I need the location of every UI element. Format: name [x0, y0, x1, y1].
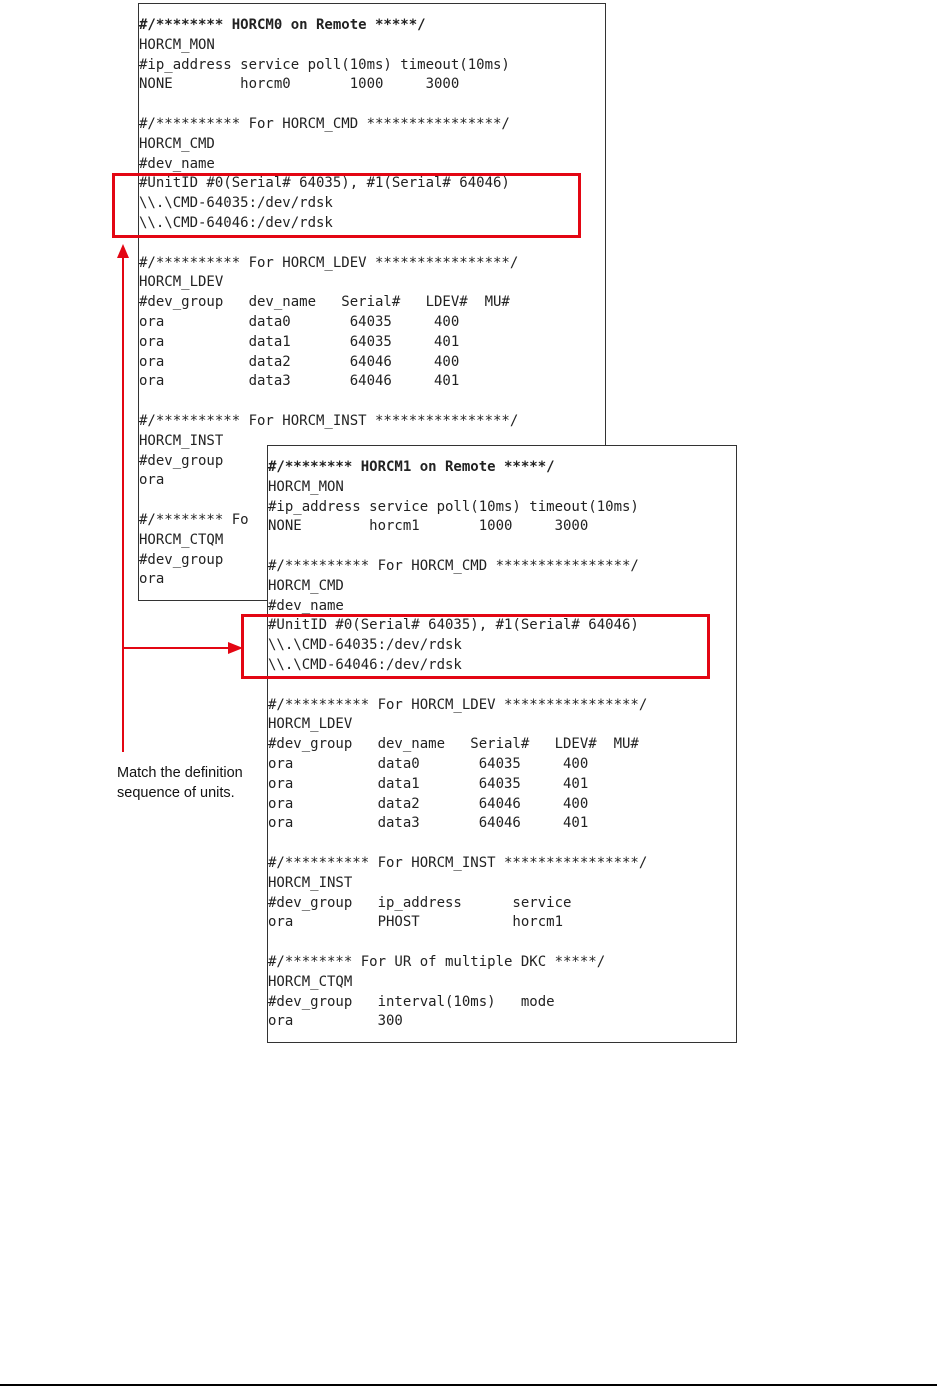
horcm0-config-line: HORCM_MON	[139, 36, 215, 53]
annotation-line-1: Match the definition	[117, 765, 243, 781]
horcm0-config-line: #ip_address service poll(10ms) timeout(10ms)	[139, 56, 510, 73]
arrowhead-up-icon	[117, 244, 129, 258]
footer-divider	[0, 1384, 937, 1386]
horcm1-config-line: ora data3 64046 401	[268, 815, 589, 832]
horcm0-config-line: #/********** For HORCM_LDEV ****************/	[139, 254, 519, 271]
horcm0-config-line: ora data1 64035 401	[139, 333, 460, 350]
horcm0-config-line: #dev_group	[139, 551, 224, 568]
horcm0-config-line: #dev_name	[139, 155, 215, 172]
horcm0-cmd-highlight-box	[112, 173, 581, 238]
horcm0-config-line: #/********** For HORCM_INST ****************/	[139, 412, 519, 429]
horcm0-config-line: HORCM_CTQM	[139, 531, 224, 548]
horcm1-config-line: #/******** HORCM1 on Remote *****/	[268, 459, 555, 475]
horcm1-config-line	[268, 933, 736, 953]
horcm1-config-line: ora PHOST horcm1	[268, 914, 564, 931]
horcm1-config-line: ora data2 64046 400	[268, 795, 589, 812]
horcm0-config-line: HORCM_INST	[139, 432, 224, 449]
horcm0-config-line: HORCM_CMD	[139, 135, 215, 152]
horcm1-config-line: ora data1 64035 401	[268, 775, 589, 792]
horcm1-config-line: NONE horcm1 1000 3000	[268, 518, 589, 535]
horcm1-config-line: #dev_group ip_address service	[268, 894, 572, 911]
horcm1-config-line: \\.\CMD-64035:/dev/rdsk	[268, 637, 462, 654]
horcm1-config-line: #dev_group dev_name Serial# LDEV# MU#	[268, 736, 639, 753]
horcm1-config-line	[268, 834, 736, 854]
horcm0-config-line: #dev_group	[139, 452, 224, 469]
horcm0-config-line: ora data2 64046 400	[139, 353, 460, 370]
horcm0-config-line: ora	[139, 472, 165, 489]
annotation-line-2: sequence of units.	[117, 785, 235, 801]
horcm1-config-line: \\.\CMD-64046:/dev/rdsk	[268, 656, 462, 673]
horcm0-config-line: \\.\CMD-64035:/dev/rdsk	[139, 195, 333, 212]
horcm1-config-panel	[267, 445, 737, 1043]
horcm0-config-line: #/********** For HORCM_CMD ****************/	[139, 115, 510, 132]
horcm1-config-line: HORCM_CTQM	[268, 973, 353, 990]
horcm1-cmd-highlight-box	[241, 614, 710, 679]
horcm1-config-line: #UnitID #0(Serial# 64035), #1(Serial# 64046)	[268, 617, 639, 634]
horcm1-config-line: HORCM_LDEV	[268, 716, 353, 733]
horcm1-config-line: HORCM_INST	[268, 874, 353, 891]
horcm1-config-line: HORCM_MON	[268, 478, 344, 495]
horcm0-config-line: #UnitID #0(Serial# 64035), #1(Serial# 64046)	[139, 175, 510, 192]
horcm1-config-line: #dev_name	[268, 597, 344, 614]
horcm1-config-line: ora 300	[268, 1013, 403, 1030]
horcm1-config-line: #/********** For HORCM_LDEV ****************/	[268, 696, 648, 713]
horcm0-config-line: \\.\CMD-64046:/dev/rdsk	[139, 214, 333, 231]
horcm0-config-line	[139, 392, 605, 412]
horcm1-config-line: #/********** For HORCM_INST ****************/	[268, 854, 648, 871]
horcm1-config-line: #dev_group interval(10ms) mode	[268, 993, 555, 1010]
horcm0-config-line	[139, 95, 605, 115]
horcm0-config-line: ora	[139, 571, 165, 588]
horcm1-config-line	[268, 537, 736, 557]
horcm1-config-line: HORCM_CMD	[268, 577, 344, 594]
horcm0-config-line: #dev_group dev_name Serial# LDEV# MU#	[139, 294, 510, 311]
horcm0-config-line: #/******** HORCM0 on Remote *****/	[139, 17, 426, 33]
horcm0-config-line: NONE horcm0 1000 3000	[139, 76, 460, 93]
horcm0-config-line: HORCM_LDEV	[139, 274, 224, 291]
annotation-label	[117, 763, 277, 803]
horcm0-config-line: #/******** Fo	[139, 511, 249, 528]
horcm1-config-line: #ip_address service poll(10ms) timeout(10ms)	[268, 498, 639, 515]
horcm1-config-line: ora data0 64035 400	[268, 755, 589, 772]
horcm0-config-line: ora data0 64035 400	[139, 313, 460, 330]
horcm1-config-line: #/********** For HORCM_CMD ****************/	[268, 557, 639, 574]
horcm0-config-line: ora data3 64046 401	[139, 373, 460, 390]
horcm1-config-line: #/******** For UR of multiple DKC *****/	[268, 953, 606, 970]
